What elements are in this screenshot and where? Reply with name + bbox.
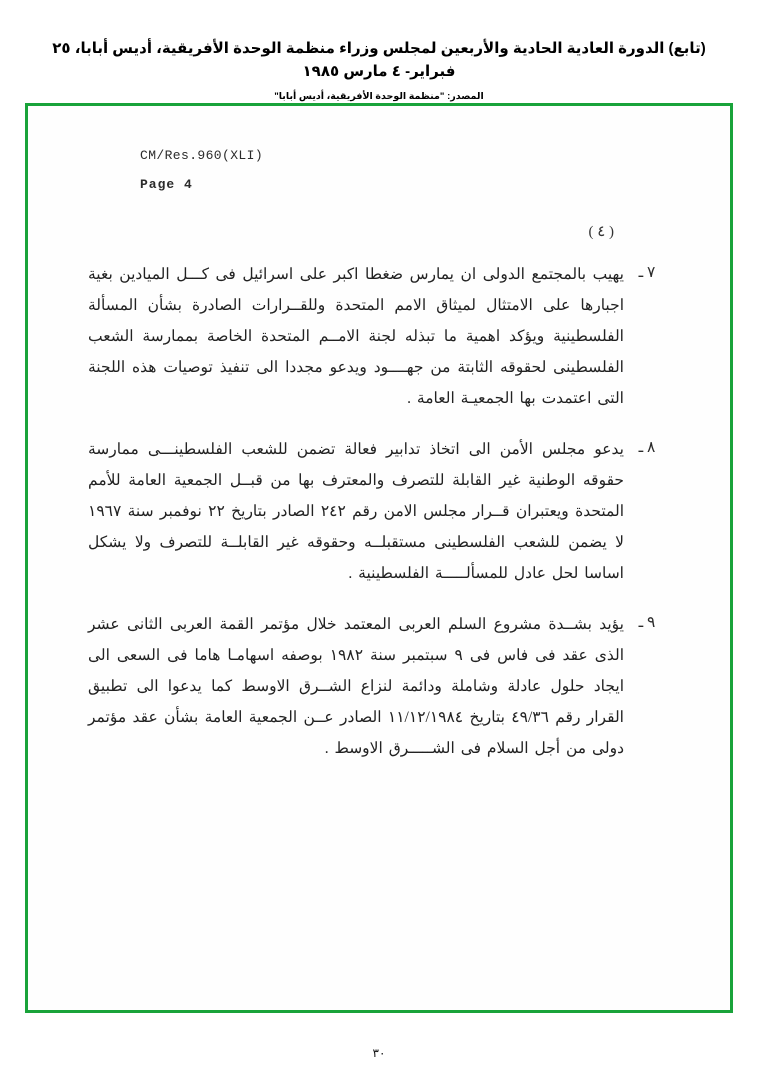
list-item (88, 609, 670, 764)
page-header (0, 0, 758, 102)
section-marker: ( ٤ ) (588, 224, 614, 240)
paragraph-text: يؤيد بشــدة مشروع السلم العربى المعتمد خلال مؤتمر القمة العربى الثانى عشر الذى عقد فى فاس فى ٩ سبتمبر سنة ١٩٨٢ بوصفه اسهامـا هاما فى السعى الى ايجاد حلول عادلة وشاملة ودائمة لنزاع الشــرق الاوسط كما يدعوا الى تطبيق القرار رقم ٤٩/٣٦ بتاريخ ١١/١٢/١٩٨٤ الصادر عــن الجمعية العامة بشأن عقد مؤتمر دولى من أجل السلام فى الشـــــرق الاوسط . (88, 616, 625, 757)
paragraph-text: يهيب بالمجتمع الدولى ان يمارس ضغطا اكبر على اسرائيل فى كـــل الميادين بغية اجبارها على الامتثال لميثاق الامم المتحدة وللقــرارات الصادرة بشأن المسألة الفلسطينية ويؤكد اهمية ما تبذله لجنة الامــم المتحدة الخاصة بممارسة الشعب الفلسطينى لحقوقه الثابتة من جهــــود ويدعو مجددا الى تنفيذ توصيات هذه اللجنة التى اعتمدت بها الجمعيـة العامة . (88, 266, 624, 407)
scanned-document-frame (25, 103, 733, 1013)
scanned-document-content (28, 106, 730, 1010)
list-item (88, 434, 670, 589)
paragraph-number: ٩ ـ (638, 614, 656, 631)
list-item (88, 259, 670, 414)
document-page-label: Page 4 (140, 177, 193, 192)
header-source: المصدر: "منظمة الوحدة الأفريقية، أديس أبابا" (274, 91, 484, 102)
document-code: CM/Res.960(XLI) (140, 148, 264, 163)
footer-page-number: ٣٠ (372, 1046, 386, 1060)
header-title: (تابع) الدورة العادية الحادية والأربعين لمجلس وزراء منظمة الوحدة الأفريقية، أديس أبابا، ٢٥ فبراير- ٤ مارس ١٩٨٥ (52, 40, 706, 80)
paragraph-list (88, 259, 670, 764)
paragraph-number: ٨ ـ (638, 439, 656, 456)
paragraph-text: يدعو مجلس الأمن الى اتخاذ تدابير فعالة تضمن للشعب الفلسطينـــى ممارسة حقوقه الوطنية غير القابلة للتصرف والمعترف بها من قبــل الجمعية العامة للأمم المتحدة ويعتبران قــرار مجلس الامن رقم ٢٤٢ الصادر بتاريخ ٢٢ نوفمبر سنة ١٩٦٧ لا يضمن للشعب الفلسطينى مستقبلــه وحقوقه غير القابلــة للتصرف ولا يشكل اساسا لحل عادل للمسألـــــة الفلسطينية . (88, 441, 625, 582)
paragraph-number: ٧ ـ (638, 264, 656, 281)
